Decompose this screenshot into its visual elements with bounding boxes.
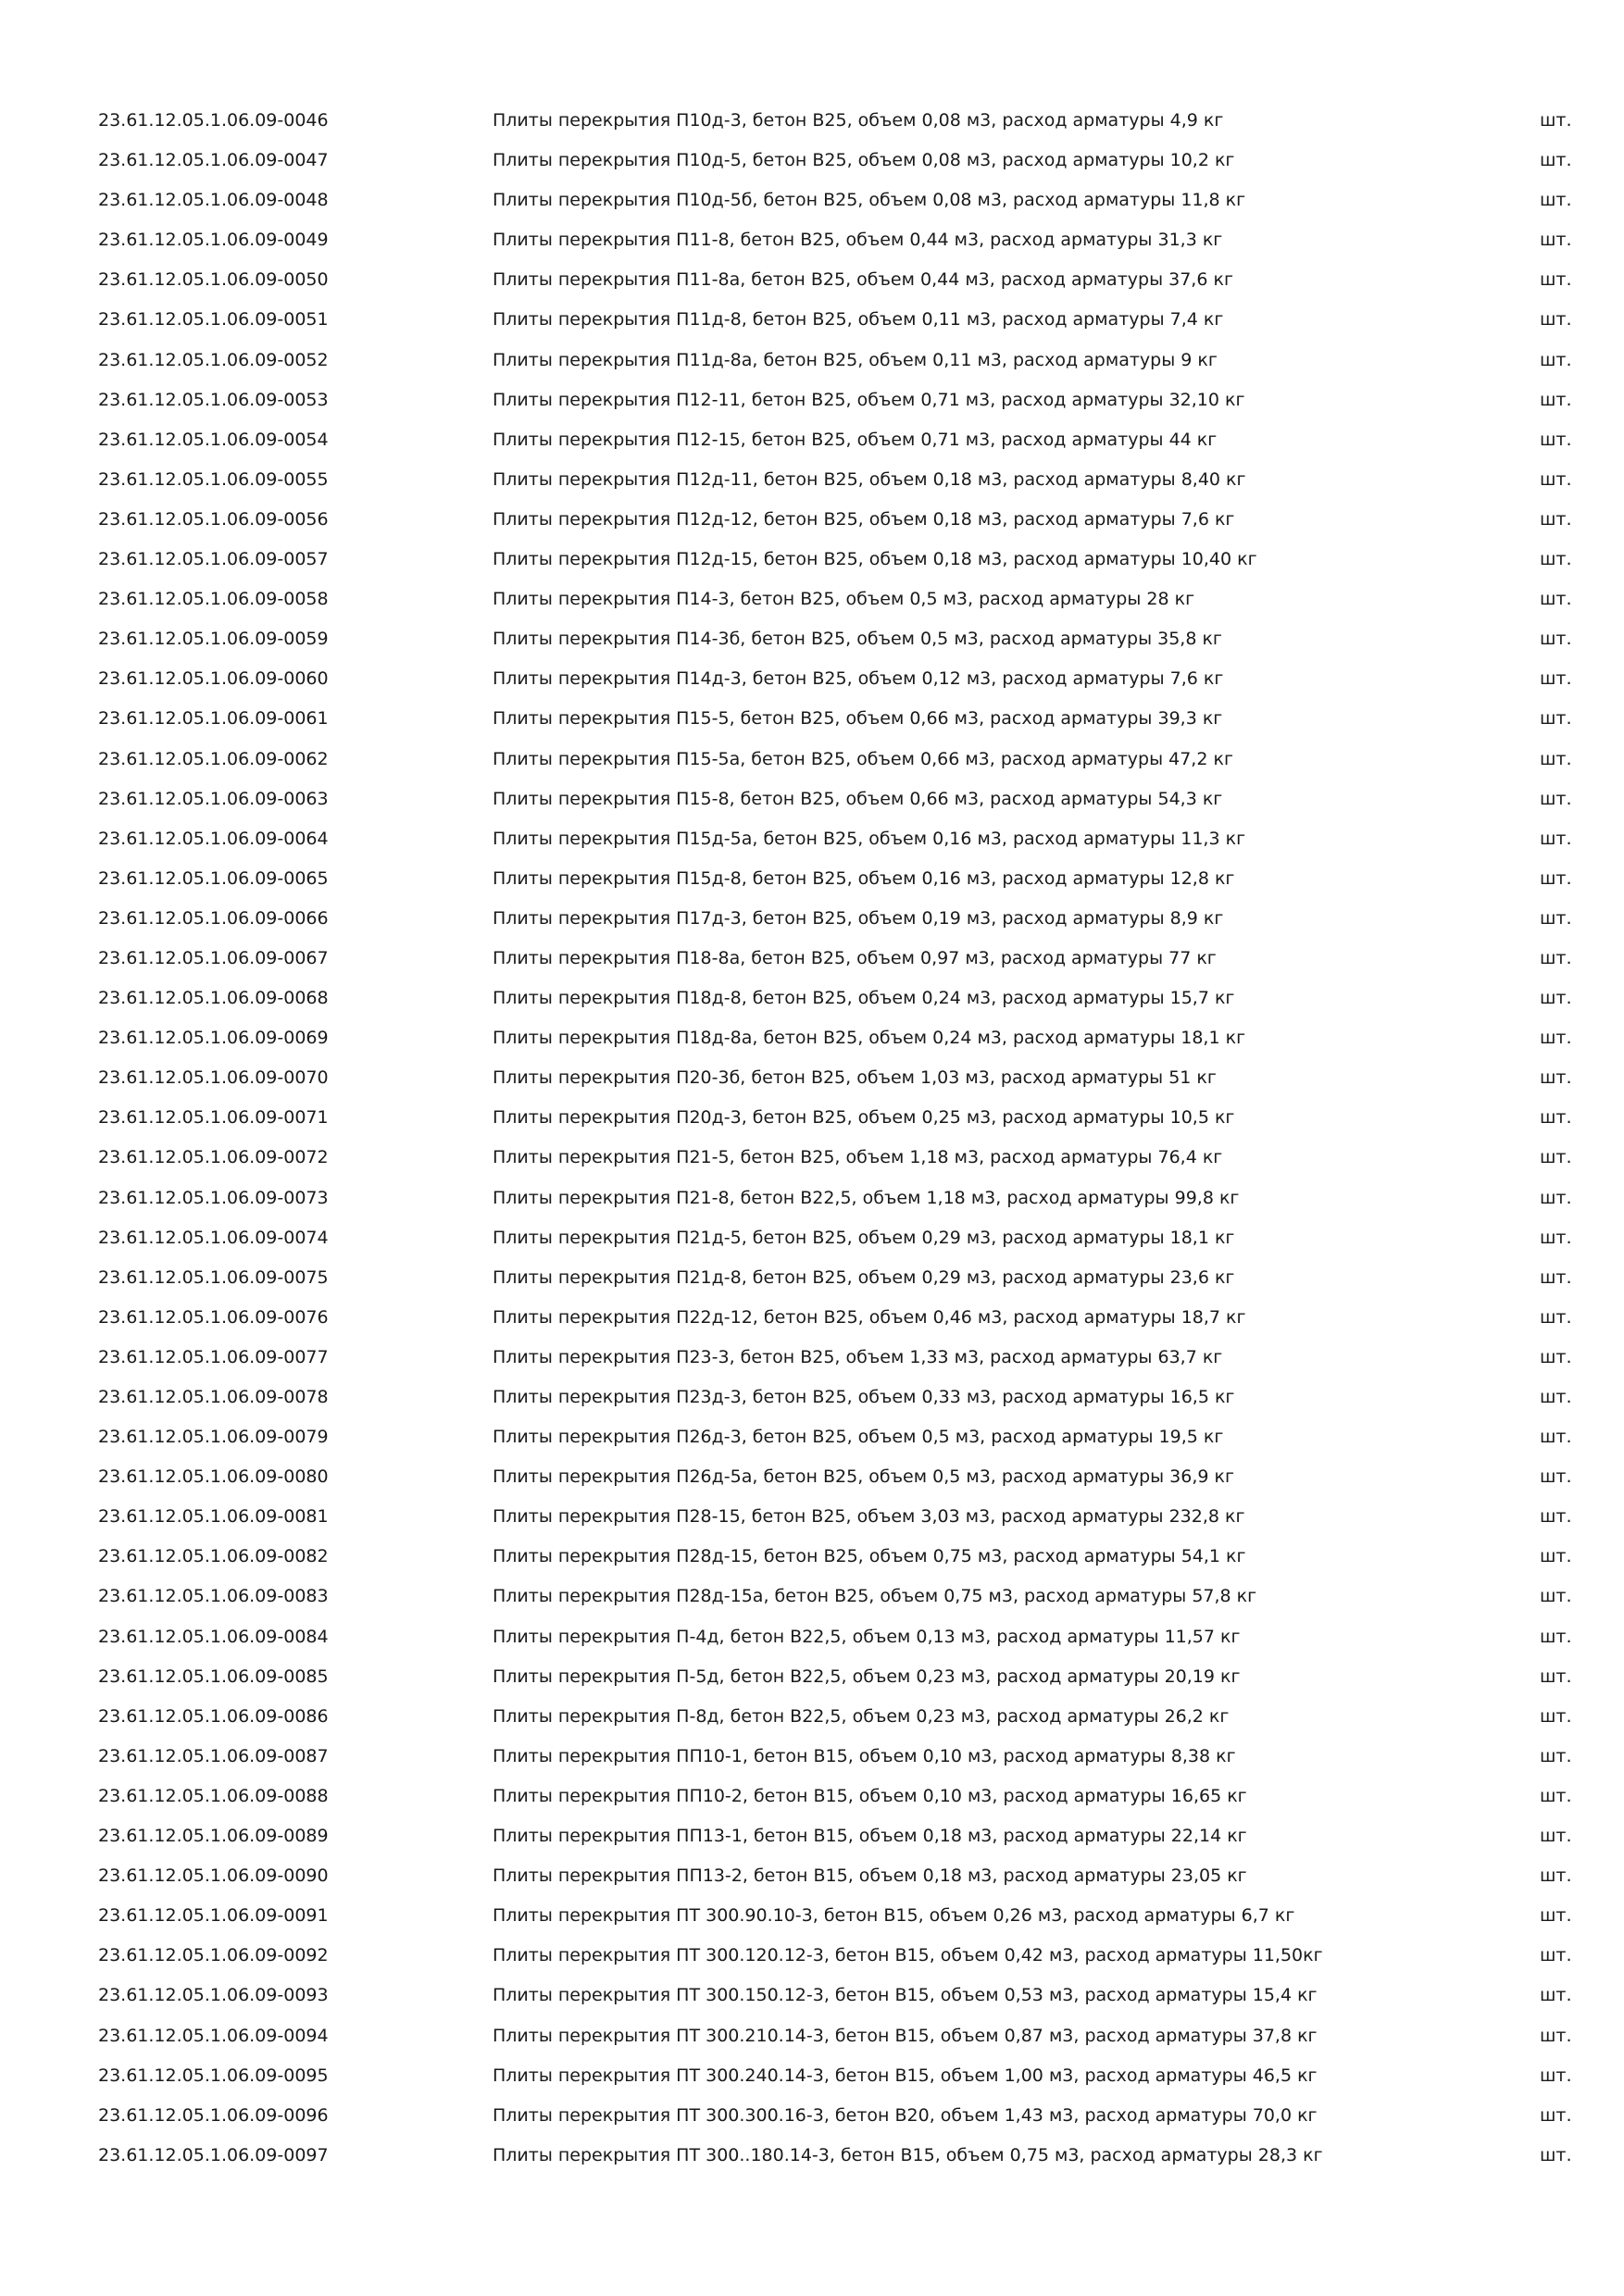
item-name: Плиты перекрытия П12-15, бетон В25, объем 0,71 м3, расход арматуры 44 кг	[493, 429, 1218, 450]
table-row	[98, 1542, 1580, 1582]
item-code: 23.61.12.05.1.06.09-0053	[98, 389, 329, 410]
item-name: Плиты перекрытия ПП10-2, бетон В15, объем 0,10 м3, расход арматуры 16,65 кг	[493, 1785, 1247, 1806]
item-name: Плиты перекрытия П15-8, бетон В25, объем 0,66 м3, расход арматуры 54,3 кг	[493, 788, 1223, 809]
item-unit: шт.	[1540, 549, 1572, 570]
item-unit: шт.	[1540, 1626, 1572, 1647]
item-code: 23.61.12.05.1.06.09-0090	[98, 1866, 329, 1887]
table-row	[98, 1742, 1580, 1782]
table-row	[98, 1343, 1580, 1383]
item-code: 23.61.12.05.1.06.09-0047	[98, 150, 329, 171]
item-code: 23.61.12.05.1.06.09-0065	[98, 867, 329, 889]
item-code: 23.61.12.05.1.06.09-0082	[98, 1546, 329, 1567]
item-code: 23.61.12.05.1.06.09-0097	[98, 2144, 329, 2165]
item-unit: шт.	[1540, 230, 1572, 251]
item-name: Плиты перекрытия П12д-15, бетон В25, объем 0,18 м3, расход арматуры 10,40 кг	[493, 549, 1257, 570]
item-name: Плиты перекрытия П23д-3, бетон В25, объем 0,33 м3, расход арматуры 16,5 кг	[493, 1387, 1235, 1407]
item-unit: шт.	[1540, 1466, 1572, 1488]
item-name: Плиты перекрытия П18-8а, бетон В25, объем 0,97 м3, расход арматуры 77 кг	[493, 947, 1217, 968]
table-row	[98, 545, 1580, 585]
item-code: 23.61.12.05.1.06.09-0081	[98, 1506, 329, 1528]
item-code: 23.61.12.05.1.06.09-0051	[98, 309, 329, 331]
item-unit: шт.	[1540, 1227, 1572, 1248]
item-code: 23.61.12.05.1.06.09-0067	[98, 947, 329, 968]
table-row	[98, 1703, 1580, 1742]
table-row	[98, 386, 1580, 426]
item-unit: шт.	[1540, 1346, 1572, 1367]
item-name: Плиты перекрытия П28д-15, бетон В25, объем 0,75 м3, расход арматуры 54,1 кг	[493, 1546, 1246, 1567]
table-row	[98, 1264, 1580, 1304]
item-code: 23.61.12.05.1.06.09-0064	[98, 828, 329, 849]
item-unit: шт.	[1540, 1705, 1572, 1727]
item-code: 23.61.12.05.1.06.09-0060	[98, 668, 329, 690]
item-name: Плиты перекрытия П10д-5, бетон В25, объем 0,08 м3, расход арматуры 10,2 кг	[493, 150, 1235, 171]
item-unit: шт.	[1540, 1506, 1572, 1528]
item-unit: шт.	[1540, 708, 1572, 730]
table-row	[98, 505, 1580, 545]
table-row	[98, 944, 1580, 984]
table-row	[98, 1143, 1580, 1183]
item-name: Плиты перекрытия П20д-3, бетон В25, объем 0,25 м3, расход арматуры 10,5 кг	[493, 1107, 1235, 1129]
item-code: 23.61.12.05.1.06.09-0088	[98, 1785, 329, 1806]
item-name: Плиты перекрытия ПТ 300.120.12-3, бетон В15, объем 0,42 м3, расход арматуры 11,50кг	[493, 1945, 1323, 1966]
item-code: 23.61.12.05.1.06.09-0078	[98, 1387, 329, 1407]
item-unit: шт.	[1540, 988, 1572, 1009]
item-unit: шт.	[1540, 2144, 1572, 2165]
item-name: Плиты перекрытия П11д-8, бетон В25, объем 0,11 м3, расход арматуры 7,4 кг	[493, 309, 1224, 331]
item-unit: шт.	[1540, 1826, 1572, 1847]
item-code: 23.61.12.05.1.06.09-0050	[98, 269, 329, 291]
table-row	[98, 186, 1580, 226]
item-code: 23.61.12.05.1.06.09-0070	[98, 1067, 329, 1089]
item-name: Плиты перекрытия П12д-11, бетон В25, объем 0,18 м3, расход арматуры 8,40 кг	[493, 468, 1246, 490]
table-row	[98, 705, 1580, 744]
item-unit: шт.	[1540, 589, 1572, 610]
item-unit: шт.	[1540, 269, 1572, 291]
item-code: 23.61.12.05.1.06.09-0052	[98, 349, 329, 370]
item-name: Плиты перекрытия ПП10-1, бетон В15, объем 0,10 м3, расход арматуры 8,38 кг	[493, 1745, 1236, 1766]
table-row	[98, 146, 1580, 186]
item-name: Плиты перекрытия П15д-8, бетон В25, объем 0,16 м3, расход арматуры 12,8 кг	[493, 867, 1235, 889]
table-row	[98, 1184, 1580, 1224]
item-name: Плиты перекрытия П26д-5а, бетон В25, объем 0,5 м3, расход арматуры 36,9 кг	[493, 1466, 1234, 1488]
item-name: Плиты перекрытия П14д-3, бетон В25, объем 0,12 м3, расход арматуры 7,6 кг	[493, 668, 1224, 690]
item-name: Плиты перекрытия П14-3, бетон В25, объем 0,5 м3, расход арматуры 28 кг	[493, 589, 1195, 610]
item-name: Плиты перекрытия П12д-12, бетон В25, объем 0,18 м3, расход арматуры 7,6 кг	[493, 508, 1235, 530]
item-code: 23.61.12.05.1.06.09-0058	[98, 589, 329, 610]
item-unit: шт.	[1540, 190, 1572, 211]
table-row	[98, 745, 1580, 785]
item-name: Плиты перекрытия П10д-5б, бетон В25, объем 0,08 м3, расход арматуры 11,8 кг	[493, 190, 1246, 211]
item-name: Плиты перекрытия П15-5, бетон В25, объем 0,66 м3, расход арматуры 39,3 кг	[493, 708, 1223, 730]
item-unit: шт.	[1540, 788, 1572, 809]
item-code: 23.61.12.05.1.06.09-0075	[98, 1267, 329, 1288]
item-code: 23.61.12.05.1.06.09-0061	[98, 708, 329, 730]
item-unit: шт.	[1540, 309, 1572, 331]
price-table	[98, 106, 1580, 2181]
table-row	[98, 1224, 1580, 1264]
item-name: Плиты перекрытия П18д-8, бетон В25, объем 0,24 м3, расход арматуры 15,7 кг	[493, 988, 1235, 1009]
item-name: Плиты перекрытия П22д-12, бетон В25, объем 0,46 м3, расход арматуры 18,7 кг	[493, 1306, 1246, 1328]
table-row	[98, 466, 1580, 505]
item-code: 23.61.12.05.1.06.09-0083	[98, 1586, 329, 1607]
item-code: 23.61.12.05.1.06.09-0068	[98, 988, 329, 1009]
item-code: 23.61.12.05.1.06.09-0063	[98, 788, 329, 809]
item-name: Плиты перекрытия ПТ 300.150.12-3, бетон В15, объем 0,53 м3, расход арматуры 15,4 кг	[493, 1985, 1318, 2006]
item-unit: шт.	[1540, 1067, 1572, 1089]
item-code: 23.61.12.05.1.06.09-0062	[98, 748, 329, 769]
table-row	[98, 1383, 1580, 1423]
item-code: 23.61.12.05.1.06.09-0048	[98, 190, 329, 211]
item-name: Плиты перекрытия ПТ 300..180.14-3, бетон В15, объем 0,75 м3, расход арматуры 28,3 кг	[493, 2144, 1323, 2165]
item-name: Плиты перекрытия П15-5а, бетон В25, объем 0,66 м3, расход арматуры 47,2 кг	[493, 748, 1233, 769]
item-unit: шт.	[1540, 429, 1572, 450]
item-name: Плиты перекрытия П11-8, бетон В25, объем 0,44 м3, расход арматуры 31,3 кг	[493, 230, 1223, 251]
table-row	[98, 585, 1580, 625]
item-unit: шт.	[1540, 947, 1572, 968]
table-row	[98, 984, 1580, 1024]
item-unit: шт.	[1540, 907, 1572, 929]
item-name: Плиты перекрытия П15д-5а, бетон В25, объем 0,16 м3, расход арматуры 11,3 кг	[493, 828, 1246, 849]
item-unit: шт.	[1540, 1985, 1572, 2006]
table-row	[98, 226, 1580, 266]
item-name: Плиты перекрытия П-5д, бетон В22,5, объем 0,23 м3, расход арматуры 20,19 кг	[493, 1666, 1241, 1687]
item-code: 23.61.12.05.1.06.09-0087	[98, 1745, 329, 1766]
item-code: 23.61.12.05.1.06.09-0079	[98, 1427, 329, 1448]
item-code: 23.61.12.05.1.06.09-0084	[98, 1626, 329, 1647]
table-row	[98, 1582, 1580, 1622]
item-unit: шт.	[1540, 1147, 1572, 1168]
item-code: 23.61.12.05.1.06.09-0085	[98, 1666, 329, 1687]
item-unit: шт.	[1540, 867, 1572, 889]
table-row	[98, 2022, 1580, 2062]
item-unit: шт.	[1540, 349, 1572, 370]
item-name: Плиты перекрытия П28-15, бетон В25, объем 3,03 м3, расход арматуры 232,8 кг	[493, 1506, 1245, 1528]
table-row	[98, 426, 1580, 466]
item-unit: шт.	[1540, 629, 1572, 650]
item-code: 23.61.12.05.1.06.09-0055	[98, 468, 329, 490]
item-code: 23.61.12.05.1.06.09-0076	[98, 1306, 329, 1328]
table-row	[98, 1503, 1580, 1542]
item-code: 23.61.12.05.1.06.09-0077	[98, 1346, 329, 1367]
item-name: Плиты перекрытия П21д-8, бетон В25, объем 0,29 м3, расход арматуры 23,6 кг	[493, 1267, 1235, 1288]
item-unit: шт.	[1540, 389, 1572, 410]
table-row	[98, 665, 1580, 705]
table-row	[98, 1902, 1580, 1941]
item-unit: шт.	[1540, 2065, 1572, 2086]
item-code: 23.61.12.05.1.06.09-0069	[98, 1028, 329, 1049]
item-name: Плиты перекрытия ПТ 300.300.16-3, бетон В20, объем 1,43 м3, расход арматуры 70,0 кг	[493, 2104, 1318, 2126]
item-unit: шт.	[1540, 1666, 1572, 1687]
table-row	[98, 346, 1580, 386]
item-code: 23.61.12.05.1.06.09-0049	[98, 230, 329, 251]
item-code: 23.61.12.05.1.06.09-0092	[98, 1945, 329, 1966]
table-row	[98, 785, 1580, 825]
table-row	[98, 1064, 1580, 1104]
table-row	[98, 1941, 1580, 1981]
item-code: 23.61.12.05.1.06.09-0071	[98, 1107, 329, 1129]
item-code: 23.61.12.05.1.06.09-0074	[98, 1227, 329, 1248]
table-row	[98, 2102, 1580, 2141]
item-code: 23.61.12.05.1.06.09-0096	[98, 2104, 329, 2126]
item-unit: шт.	[1540, 468, 1572, 490]
item-unit: шт.	[1540, 748, 1572, 769]
item-unit: шт.	[1540, 1028, 1572, 1049]
item-code: 23.61.12.05.1.06.09-0057	[98, 549, 329, 570]
table-row	[98, 2062, 1580, 2102]
item-unit: шт.	[1540, 828, 1572, 849]
item-name: Плиты перекрытия П14-3б, бетон В25, объем 0,5 м3, расход арматуры 35,8 кг	[493, 629, 1222, 650]
item-unit: шт.	[1540, 1387, 1572, 1407]
item-unit: шт.	[1540, 508, 1572, 530]
item-name: Плиты перекрытия П10д-3, бетон В25, объем 0,08 м3, расход арматуры 4,9 кг	[493, 110, 1224, 131]
table-row	[98, 106, 1580, 146]
item-unit: шт.	[1540, 668, 1572, 690]
item-code: 23.61.12.05.1.06.09-0093	[98, 1985, 329, 2006]
item-code: 23.61.12.05.1.06.09-0080	[98, 1466, 329, 1488]
item-unit: шт.	[1540, 1306, 1572, 1328]
item-name: Плиты перекрытия П23-3, бетон В25, объем 1,33 м3, расход арматуры 63,7 кг	[493, 1346, 1223, 1367]
item-code: 23.61.12.05.1.06.09-0056	[98, 508, 329, 530]
item-unit: шт.	[1540, 2104, 1572, 2126]
table-row	[98, 1862, 1580, 1902]
item-name: Плиты перекрытия П21-5, бетон В25, объем 1,18 м3, расход арматуры 76,4 кг	[493, 1147, 1223, 1168]
item-unit: шт.	[1540, 1107, 1572, 1129]
item-name: Плиты перекрытия ПТ 300.90.10-3, бетон В15, объем 0,26 м3, расход арматуры 6,7 кг	[493, 1905, 1295, 1927]
item-name: Плиты перекрытия П28д-15а, бетон В25, объем 0,75 м3, расход арматуры 57,8 кг	[493, 1586, 1257, 1607]
item-name: Плиты перекрытия П11д-8а, бетон В25, объем 0,11 м3, расход арматуры 9 кг	[493, 349, 1218, 370]
item-name: Плиты перекрытия П21д-5, бетон В25, объем 0,29 м3, расход арматуры 18,1 кг	[493, 1227, 1235, 1248]
item-code: 23.61.12.05.1.06.09-0095	[98, 2065, 329, 2086]
item-unit: шт.	[1540, 1945, 1572, 1966]
item-name: Плиты перекрытия ПТ 300.210.14-3, бетон В15, объем 0,87 м3, расход арматуры 37,8 кг	[493, 2025, 1318, 2046]
item-name: Плиты перекрытия П20-3б, бетон В25, объем 1,03 м3, расход арматуры 51 кг	[493, 1067, 1217, 1089]
table-row	[98, 625, 1580, 665]
item-code: 23.61.12.05.1.06.09-0094	[98, 2025, 329, 2046]
item-unit: шт.	[1540, 150, 1572, 171]
item-code: 23.61.12.05.1.06.09-0086	[98, 1705, 329, 1727]
item-code: 23.61.12.05.1.06.09-0059	[98, 629, 329, 650]
item-name: Плиты перекрытия П18д-8а, бетон В25, объем 0,24 м3, расход арматуры 18,1 кг	[493, 1028, 1246, 1049]
item-unit: шт.	[1540, 1745, 1572, 1766]
item-name: Плиты перекрытия П-4д, бетон В22,5, объем 0,13 м3, расход арматуры 11,57 кг	[493, 1626, 1241, 1647]
item-code: 23.61.12.05.1.06.09-0072	[98, 1147, 329, 1168]
item-name: Плиты перекрытия П11-8а, бетон В25, объем 0,44 м3, расход арматуры 37,6 кг	[493, 269, 1233, 291]
item-name: Плиты перекрытия ПП13-2, бетон В15, объем 0,18 м3, расход арматуры 23,05 кг	[493, 1866, 1247, 1887]
table-row	[98, 1423, 1580, 1463]
table-row	[98, 1782, 1580, 1822]
item-unit: шт.	[1540, 1546, 1572, 1567]
item-code: 23.61.12.05.1.06.09-0054	[98, 429, 329, 450]
table-row	[98, 1623, 1580, 1663]
item-name: Плиты перекрытия П12-11, бетон В25, объем 0,71 м3, расход арматуры 32,10 кг	[493, 389, 1245, 410]
item-unit: шт.	[1540, 1905, 1572, 1927]
item-unit: шт.	[1540, 110, 1572, 131]
table-row	[98, 1104, 1580, 1143]
item-name: Плиты перекрытия П-8д, бетон В22,5, объем 0,23 м3, расход арматуры 26,2 кг	[493, 1705, 1230, 1727]
table-row	[98, 1463, 1580, 1503]
table-row	[98, 2141, 1580, 2181]
item-code: 23.61.12.05.1.06.09-0073	[98, 1187, 329, 1208]
table-row	[98, 1304, 1580, 1343]
item-unit: шт.	[1540, 1187, 1572, 1208]
item-unit: шт.	[1540, 1427, 1572, 1448]
table-row	[98, 825, 1580, 865]
table-row	[98, 1663, 1580, 1703]
table-row	[98, 905, 1580, 944]
item-unit: шт.	[1540, 1866, 1572, 1887]
item-unit: шт.	[1540, 1785, 1572, 1806]
item-code: 23.61.12.05.1.06.09-0066	[98, 907, 329, 929]
item-unit: шт.	[1540, 1267, 1572, 1288]
item-name: Плиты перекрытия П26д-3, бетон В25, объем 0,5 м3, расход арматуры 19,5 кг	[493, 1427, 1224, 1448]
table-row	[98, 1024, 1580, 1064]
item-name: Плиты перекрытия П17д-3, бетон В25, объем 0,19 м3, расход арматуры 8,9 кг	[493, 907, 1224, 929]
table-row	[98, 865, 1580, 905]
item-code: 23.61.12.05.1.06.09-0046	[98, 110, 329, 131]
table-row	[98, 1822, 1580, 1862]
item-name: Плиты перекрытия ПП13-1, бетон В15, объем 0,18 м3, расход арматуры 22,14 кг	[493, 1826, 1247, 1847]
item-code: 23.61.12.05.1.06.09-0089	[98, 1826, 329, 1847]
item-name: Плиты перекрытия ПТ 300.240.14-3, бетон В15, объем 1,00 м3, расход арматуры 46,5 кг	[493, 2065, 1318, 2086]
table-row	[98, 306, 1580, 345]
item-code: 23.61.12.05.1.06.09-0091	[98, 1905, 329, 1927]
item-unit: шт.	[1540, 2025, 1572, 2046]
item-name: Плиты перекрытия П21-8, бетон В22,5, объем 1,18 м3, расход арматуры 99,8 кг	[493, 1187, 1240, 1208]
item-unit: шт.	[1540, 1586, 1572, 1607]
table-row	[98, 1981, 1580, 2021]
table-row	[98, 266, 1580, 306]
